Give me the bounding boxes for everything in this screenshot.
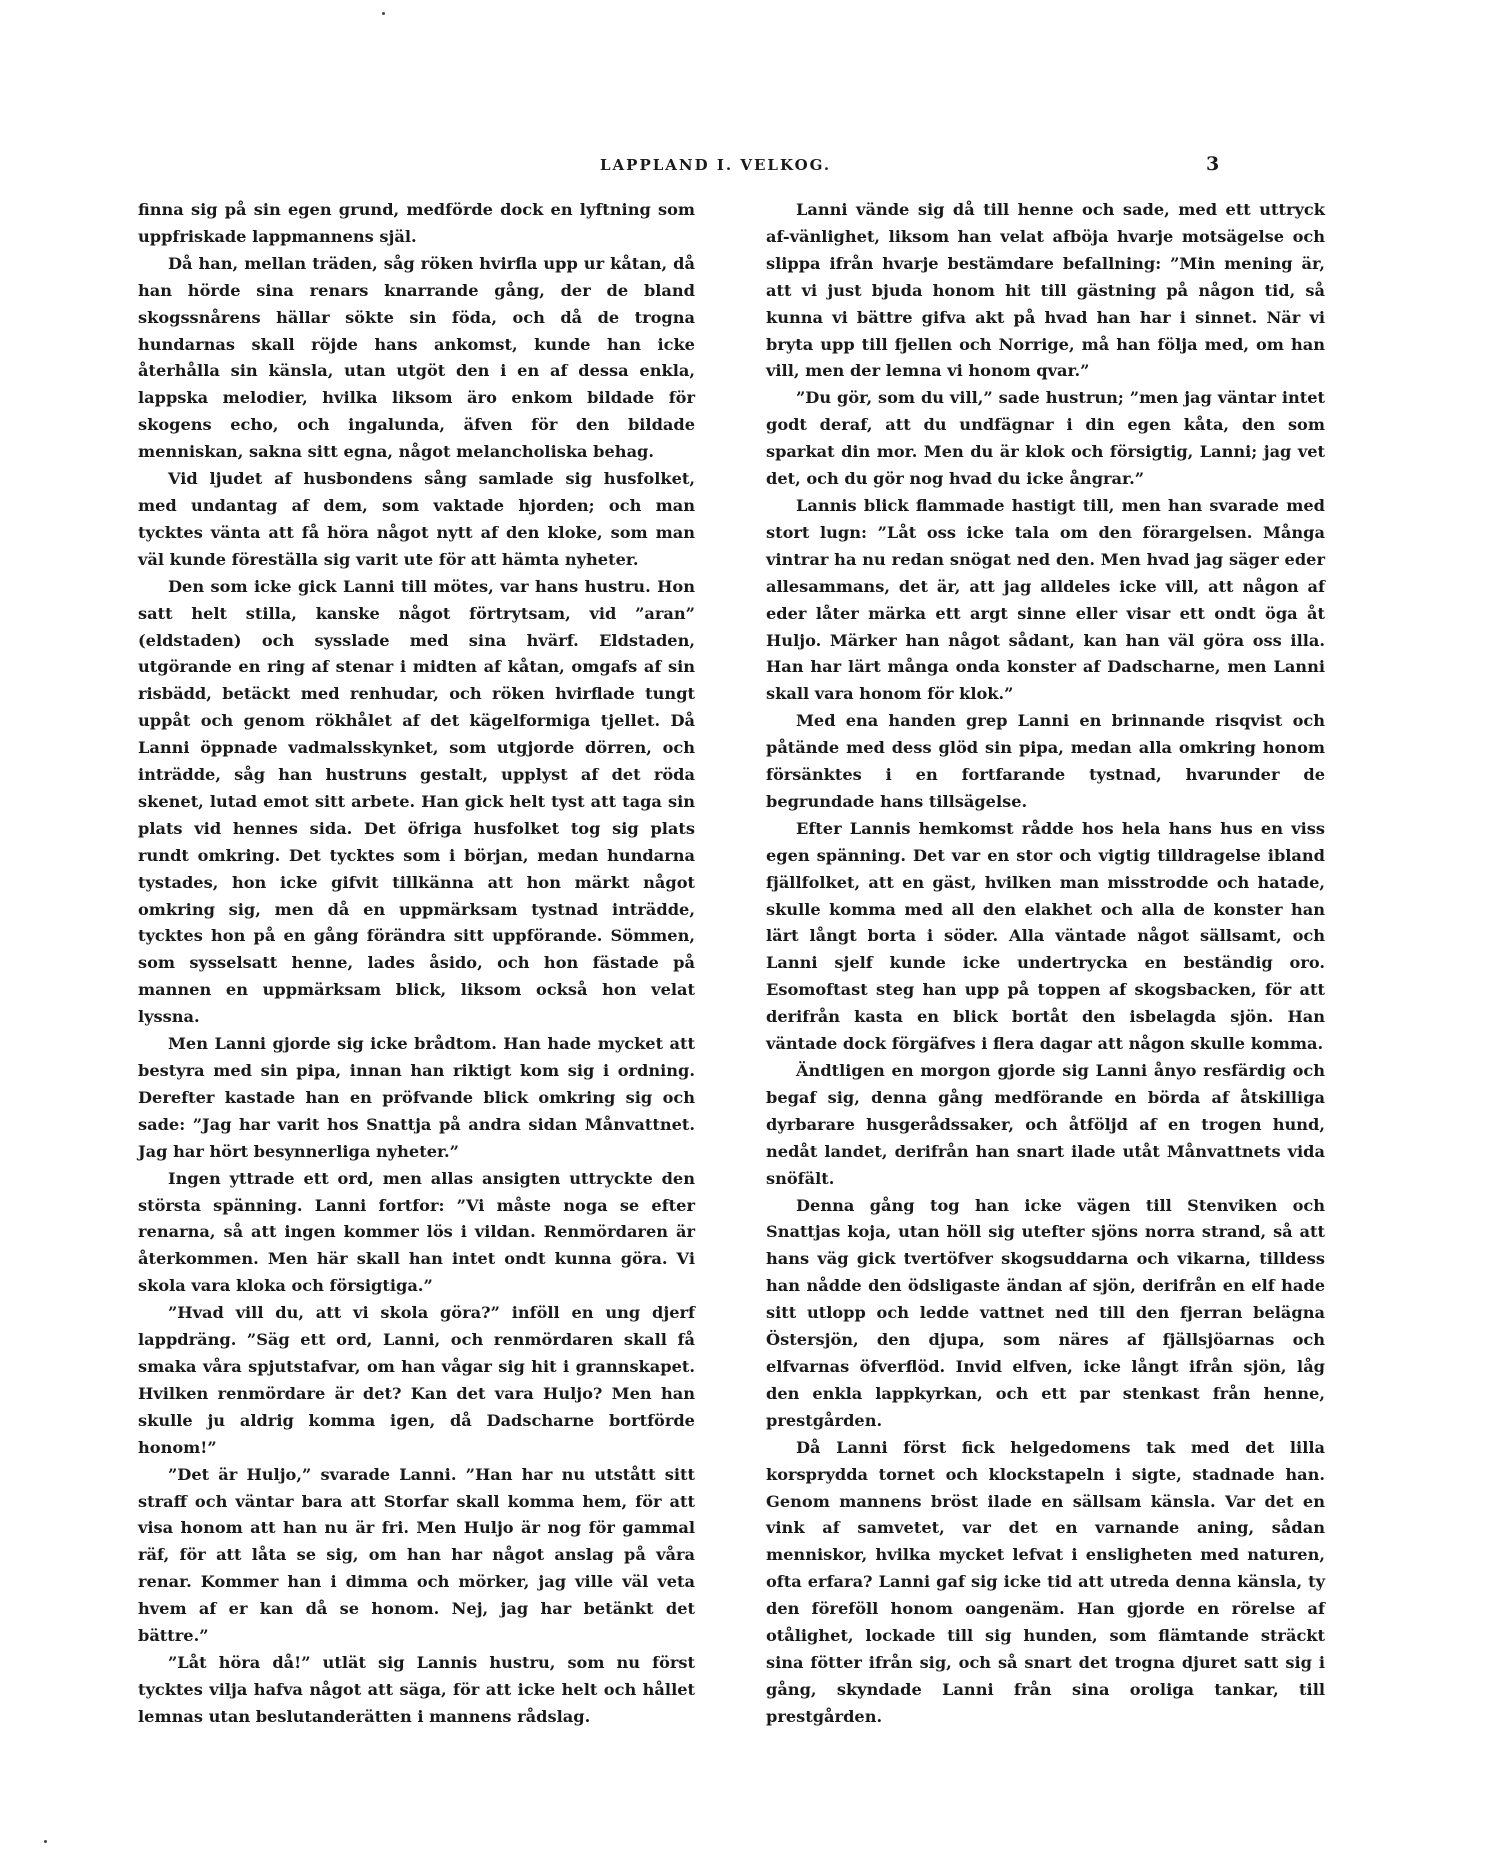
- paragraph: ”Låt höra då!” utlät sig Lannis hustru, som nu först tycktes vilja hafva något att säga, för att icke helt och hållet lemnas utan beslutanderätten i mannens rådslag.: [138, 1652, 695, 1726]
- paragraph: Efter Lannis hemkomst rådde hos hela hans hus en viss egen spänning. Det var en stor och vigtig tilldragelse ibland fjällfolket, att en gäst, hvilken man misstrodde och hatade, skulle komma med all den elakhet och alla de konster han lärt långt borta i söder. Alla väntade något sällsamt, och Lanni sjelf kunde icke undertrycka en beständig oro. Esomoftast steg han upp på toppen af skogsbacken, för att derifrån kasta en blick bortåt den isbelagda sjön. Han väntade dock förgäfves i flera dagar att någon skulle komma.: [766, 818, 1325, 1054]
- paragraph: Den som icke gick Lanni till mötes, var hans hustru. Hon satt helt stilla, kanske något förtrytsam, vid ”aran” (eldstaden) och sysslade med sina hvärf. Eldstaden, utgörande en ring af stenar i midten af kåtan, omgafs af sin risbädd, betäckt med renhudar, och röken hvirflade tungt uppåt och genom rökhålet af det kägelformiga tjellet. Då Lanni öppnade vadmalsskynket, som utgjorde dörren, och inträdde, såg han hustruns gestalt, upplyst af det röda skenet, lutad emot sitt arbete. Han gick helt tyst att taga sin plats vid hennes sida. Det öfriga husfolket tog sig plats rundt omkring. Det tycktes som i början, medan hundarna tystades, hon icke gifvit tillkänna att hon märkt något omkring sig, men då en uppmärksam tystnad inträdde, tycktes hon på en gång förändra sitt uppförande. Sömmen, som sysselsatt henne, lades åsido, och hon fästade på mannen en uppmärksam blick, liksom också hon velat lyssna.: [138, 576, 695, 1027]
- paragraph: ”Hvad vill du, att vi skola göra?” inföll en ung djerf lappdräng. ”Säg ett ord, Lanni, och renmördaren skall få smaka våra spjutstafvar, om han vågar sig hit i grannskapet. Hvilken renmördare är det? Kan det vara Huljo? Men han skulle ju aldrig komma igen, då Dadscharne bortförde honom!”: [138, 1303, 695, 1457]
- scan-speck: [44, 1840, 47, 1843]
- right-column: [766, 197, 1325, 1731]
- paragraph: Lanni vände sig då till henne och sade, med ett uttryck af-vänlighet, liksom han velat afböja hvarje motsägelse och slippa ifrån hvarje bestämdare befallning: ”Min mening är, att vi just bjuda honom hit till gästning på någon tid, så kunna vi bättre gifva akt på hvad han har i sinnet. När vi bryta upp till fjellen och Norrige, må han följa med, om han vill, men der lemna vi honom qvar.”: [766, 200, 1325, 381]
- paragraph: ”Du gör, som du vill,” sade hustrun; ”men jag väntar intet godt deraf, att du undfägnar i din egen kåta, den som sparkat din mor. Men du är klok och försigtig, Lanni; jag vet det, och du gör nog hvad du icke ångrar.”: [766, 388, 1325, 489]
- paragraph: Då Lanni först fick helgedomens tak med det lilla korsprydda tornet och klockstapeln i sigte, stadnade han. Genom mannens bröst ilade en sällsam känsla. Var det en vink af samvetet, var det en varnande aning, sådan menniskor, hvilka mycket lefvat i ensligheten med naturen, ofta erfara? Lanni gaf sig icke tid att utreda denna känsla, ty den föreföll honom oangenäm. Han gjorde en rörelse af otålighet, lockade till sig hunden, som flämtande sträckt sina fötter ifrån sig, och så snart det trogna djuret satt sig i gång, skyndade Lanni från sina oroliga tankar, till prestgården.: [766, 1437, 1325, 1726]
- page-number: 3: [1206, 153, 1220, 175]
- paragraph: Med ena handen grep Lanni en brinnande risqvist och påtände med dess glöd sin pipa, medan alla omkring honom försänktes i en fortfarande tystnad, hvarunder de begrundade hans tillsägelse.: [766, 711, 1325, 811]
- left-column: [138, 197, 695, 1731]
- paragraph: Ändtligen en morgon gjorde sig Lanni ånyo resfärdig och begaf sig, denna gång medförande en börda af åtskilliga dyrbarare husgerådssaker, och åtföljd af en trogen hund, nedåt landet, derifrån han snart ilade utåt Månvattnets vida snöfält.: [766, 1061, 1325, 1188]
- paragraph: ”Det är Huljo,” svarade Lanni. ”Han har nu utstått sitt straff och väntar bara att Storfar skall komma hem, för att visa honom att han nu är fri. Men Huljo är nog för gammal räf, för att låta se sig, om han har något anslag på våra renar. Kommer han i dimma och mörker, jag ville väl veta hvem af er kan då se honom. Nej, jag har betänkt det bättre.”: [138, 1464, 695, 1646]
- page-header: [0, 153, 1500, 186]
- paragraph: Lannis blick flammade hastigt till, men han svarade med stort lugn: ”Låt oss icke tala om den förargelsen. Många vintrar ha nu redan snögat ned den. Men hvad jag säger eder allesammans, det är, att jag alldeles icke vill, att någon af eder låter märka ett argt sinne eller visar ett ondt öga åt Huljo. Märker han något sådant, kan han väl göra oss illa. Han har lärt många onda konster af Dadscharne, men Lanni skall vara honom för klok.”: [766, 495, 1325, 704]
- paragraph: Denna gång tog han icke vägen till Stenviken och Snattjas koja, utan höll sig utefter sjöns norra strand, så att hans väg gick tvertöfver skogsuddarna och vikarna, tilldess han nådde den ödsligaste ändan af sjön, derifrån en elf hade sitt utlopp och ledde vattnet ned till den fjerran belägna Östersjön, den djupa, som näres af fjällsjöarnas och elfvarnas öfverflöd. Invid elfven, icke långt ifrån sjön, låg den enkla lappkyrkan, och ett par stenkast från henne, prestgården.: [766, 1195, 1325, 1430]
- running-title: LAPPLAND I. VELKOG.: [600, 156, 832, 174]
- paragraph: Då han, mellan träden, såg röken hvirfla upp ur kåtan, då han hörde sina renars knarrande gång, der de bland skogssnårens hällar sökte sin föda, och då de trogna hundarnas skall röjde hans ankomst, kunde han icke återhålla sin känsla, utan utgöt den i en af dessa enkla, lappska melodier, hvilka liksom äro enkom bildade för skogens echo, och ingalunda, äfven för den bildade menniskan, sakna sitt egna, något melancholiska behag.: [138, 253, 695, 462]
- paragraph: Men Lanni gjorde sig icke brådtom. Han hade mycket att bestyra med sin pipa, innan han riktigt kom sig i ordning. Derefter kastade han en pröfvande blick omkring sig och sade: ”Jag har varit hos Snattja på andra sidan Månvattnet. Jag har hört besynnerliga nyheter.”: [138, 1034, 695, 1161]
- scan-speck: [382, 12, 385, 15]
- paragraph: Vid ljudet af husbondens sång samlade sig husfolket, med undantag af dem, som vaktade hjorden; och man tycktes vänta att få höra något nytt af den kloke, som man väl kunde föreställa sig varit ute för att hämta nyheter.: [138, 469, 695, 569]
- paragraph: finna sig på sin egen grund, medförde dock en lyftning som uppfriskade lappmannens själ.: [138, 200, 695, 246]
- paragraph: Ingen yttrade ett ord, men allas ansigten uttryckte den största spänning. Lanni fortfor: ”Vi måste noga se efter renarna, så att ingen kommer lös i vildan. Renmördaren är återkommen. Men här skall han intet ondt kunna göra. Vi skola vara kloka och försigtiga.”: [138, 1168, 695, 1296]
